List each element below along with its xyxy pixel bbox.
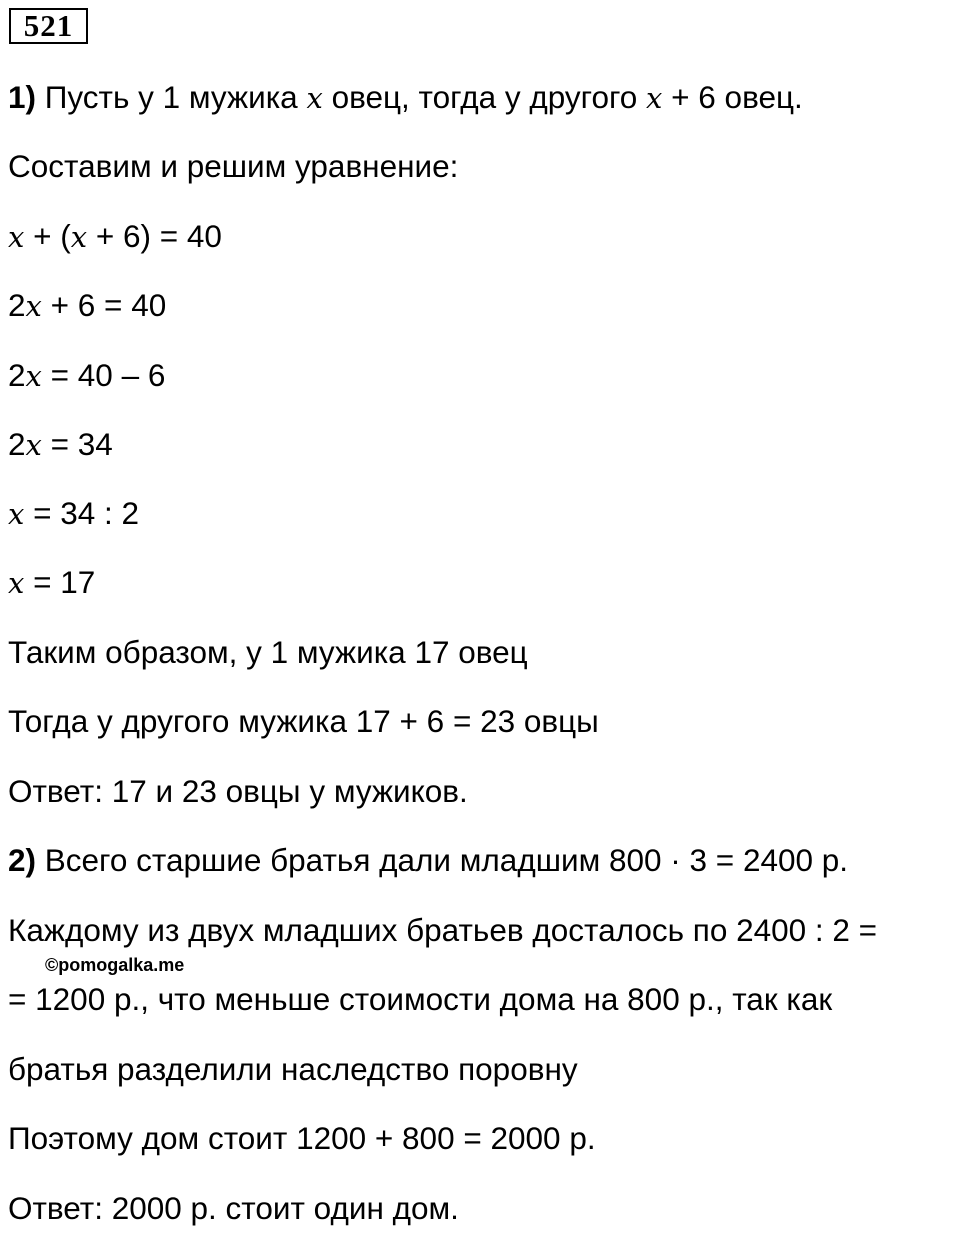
- text-fragment: = 17: [24, 564, 96, 600]
- text-fragment: Пусть у 1 мужика: [36, 79, 307, 115]
- text-fragment: + 6 = 40: [41, 287, 167, 323]
- part2-split-line: братья разделили наследство поровну: [8, 1051, 578, 1087]
- text-fragment: + 6) = 40: [87, 218, 222, 254]
- equation-line-2: [8, 287, 166, 324]
- part2-each-line: Каждому из двух младших братьев досталось по 2400 : 2 =: [8, 912, 878, 948]
- text-fragment: 2: [8, 357, 26, 393]
- equation-line-4: [8, 426, 113, 463]
- part1-marker: 1): [8, 79, 37, 115]
- part2-answer: Ответ: 2000 р. стоит один дом.: [8, 1190, 459, 1226]
- part1-intro-line: [8, 79, 803, 116]
- text-fragment: Всего старшие братья дали младшим 800 · 3 = 2400 р.: [36, 842, 849, 878]
- equation-line-3: [8, 357, 165, 394]
- text-fragment: + (: [24, 218, 71, 254]
- watermark: ©pomogalka.me: [45, 955, 185, 975]
- task-number-box: 521: [9, 8, 88, 44]
- variable-x: x: [8, 220, 25, 254]
- text-fragment: овец, тогда у другого: [322, 79, 647, 115]
- part2-diff-line: = 1200 р., что меньше стоимости дома на 800 р., так как: [8, 981, 833, 1017]
- text-fragment: + 6 овец.: [662, 79, 803, 115]
- text-fragment: 2: [8, 287, 26, 323]
- text-fragment: = 40 – 6: [41, 357, 166, 393]
- variable-x: x: [646, 81, 663, 115]
- part1-answer: Ответ: 17 и 23 овцы у мужиков.: [8, 773, 468, 809]
- variable-x: x: [306, 81, 323, 115]
- variable-x: x: [25, 359, 42, 393]
- variable-x: x: [25, 289, 42, 323]
- variable-x: x: [25, 428, 42, 462]
- compose-equation-line: Составим и решим уравнение:: [8, 148, 459, 184]
- variable-x: x: [8, 566, 25, 600]
- equation-line-5: [8, 495, 139, 532]
- variable-x: x: [70, 220, 88, 254]
- text-fragment: = 34: [41, 426, 113, 462]
- part2-marker: 2): [8, 842, 37, 878]
- text-fragment: = 34 : 2: [24, 495, 140, 531]
- equation-line-1: [8, 218, 222, 255]
- result-line-1: Таким образом, у 1 мужика 17 овец: [8, 634, 528, 670]
- variable-x: x: [8, 497, 25, 531]
- part2-total-line: [8, 842, 848, 878]
- text-fragment: 2: [8, 426, 26, 462]
- equation-line-6: [8, 564, 95, 601]
- result-line-2: Тогда у другого мужика 17 + 6 = 23 овцы: [8, 703, 599, 739]
- part2-cost-line: Поэтому дом стоит 1200 + 800 = 2000 р.: [8, 1120, 596, 1156]
